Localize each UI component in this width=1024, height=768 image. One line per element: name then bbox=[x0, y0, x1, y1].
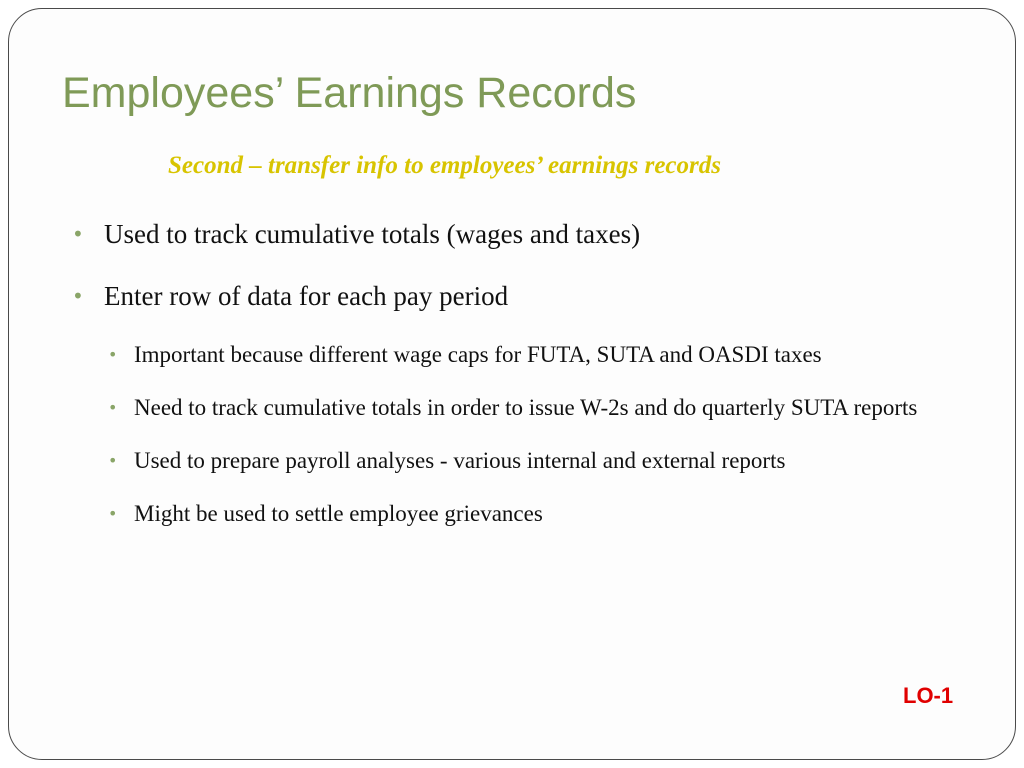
bullet-list bbox=[72, 208, 1012, 332]
sub-bullet-marker: • bbox=[108, 345, 118, 364]
bullet-marker: • bbox=[72, 222, 84, 246]
sub-bullet-item bbox=[104, 330, 1012, 380]
sub-bullet-text: Important because different wage caps for FUTA, SUTA and OASDI taxes bbox=[134, 342, 822, 367]
sub-bullet-marker: • bbox=[108, 398, 118, 417]
sub-bullet-item bbox=[104, 489, 1012, 539]
learning-objective-tag: LO-1 bbox=[903, 683, 954, 708]
sub-bullet-item bbox=[104, 436, 1012, 486]
sub-bullet-list bbox=[72, 330, 1012, 542]
bullet-text: Used to track cumulative totals (wages and taxes) bbox=[104, 219, 641, 249]
sub-bullet-item bbox=[104, 383, 1012, 433]
sub-bullet-text: Might be used to settle employee grievances bbox=[134, 501, 543, 526]
bullet-item bbox=[72, 270, 1012, 332]
bullet-text: Enter row of data for each pay period bbox=[104, 281, 509, 311]
bullet-marker: • bbox=[72, 284, 84, 308]
slide-title: Employees’ Earnings Records bbox=[62, 69, 637, 117]
sub-bullet-marker: • bbox=[108, 451, 118, 470]
slide-subtitle: Second – transfer info to employees’ earnings records bbox=[168, 152, 721, 179]
sub-bullet-marker: • bbox=[108, 504, 118, 523]
sub-bullet-text: Need to track cumulative totals in order to issue W-2s and do quarterly SUTA reports bbox=[134, 395, 918, 420]
sub-bullet-text: Used to prepare payroll analyses - various internal and external reports bbox=[134, 448, 786, 473]
bullet-item bbox=[72, 208, 1012, 270]
